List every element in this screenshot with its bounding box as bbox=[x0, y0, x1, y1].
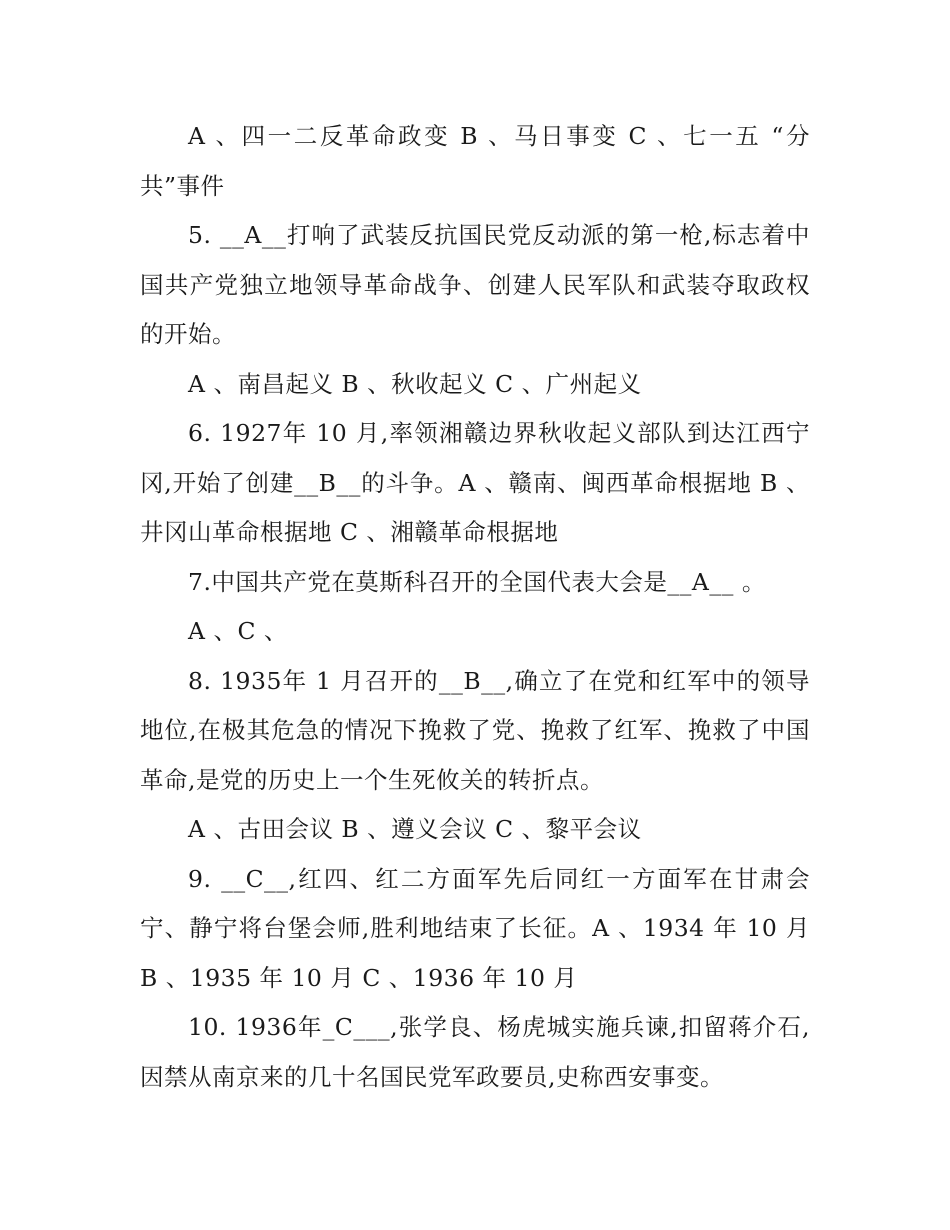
document-page bbox=[140, 112, 810, 1102]
question-9: 9. __C__,红四、红二方面军先后同红一方面军在甘肃会宁、静宁将台堡会师,胜利地结束了长征。A 、1934 年 10 月 B 、1935 年 10 月 C 、1936 年 10 月 bbox=[140, 864, 810, 992]
question-10: 10. 1936年_C___,张学良、杨虎城实施兵谏,扣留蒋介石,因禁从南京来的几十名国民党军政要员,史称西安事变。 bbox=[140, 1013, 810, 1091]
option-line-q7: A 、C 、 bbox=[188, 617, 288, 645]
question-5: 5. __A__打响了武装反抗国民党反动派的第一枪,标志着中国共产党独立地领导革命战争、创建人民军队和武装夺取政权的开始。 bbox=[140, 221, 810, 348]
option-line-q5: A 、南昌起义 B 、秋收起义 C 、广州起义 bbox=[188, 369, 642, 398]
question-6: 6. 1927年 10 月,率领湘赣边界秋收起义部队到达江西宁冈,开始了创建__B__的斗争。A 、赣南、闽西革命根据地 B 、井冈山革命根据地 C 、湘赣革命根据地 bbox=[140, 419, 810, 546]
option-line-q4: A 、四一二反革命政变 B 、马日事变 C 、七一五 “分共”事件 bbox=[140, 122, 810, 200]
option-line-q8: A 、古田会议 B 、遵义会议 C 、黎平会议 bbox=[188, 815, 642, 843]
question-8: 8. 1935年 1 月召开的__B__,确立了在党和红军中的领导地位,在极其危急的情况下挽救了党、挽救了红军、挽救了中国革命,是党的历史上一个生死攸关的转折点。 bbox=[140, 666, 810, 794]
question-7: 7.中国共产党在莫斯科召开的全国代表大会是__A__ 。 bbox=[188, 567, 766, 596]
